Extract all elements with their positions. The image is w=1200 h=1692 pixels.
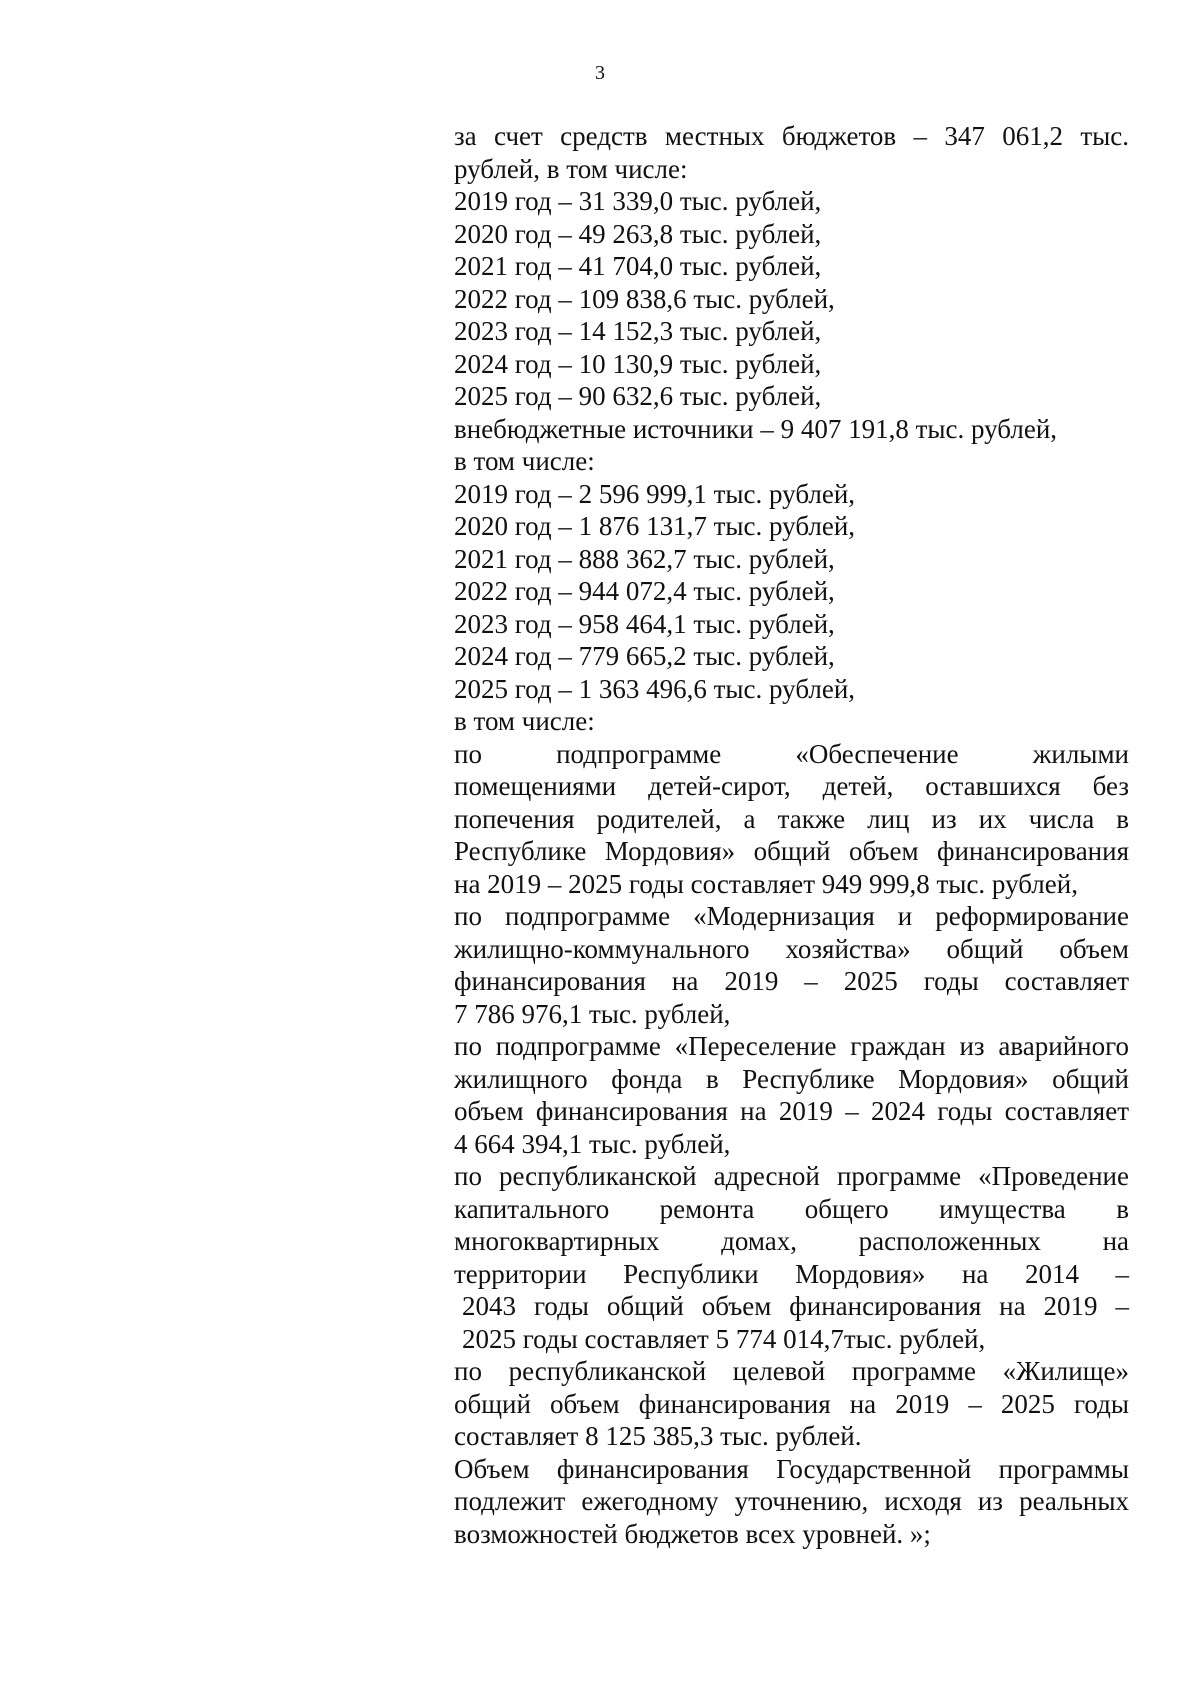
extra-budget-year: 2021 год – 888 362,7 тыс. рублей,: [454, 543, 835, 574]
extra-budget-year: 2022 год – 944 072,4 тыс. рублей,: [454, 576, 835, 606]
extra-budget-header-cont: в том числе:: [454, 446, 595, 476]
local-budget-year: 2024 год – 10 130,9 тыс. рублей,: [454, 348, 822, 379]
extra-budget-year: 2023 год – 958 464,1 тыс. рублей,: [454, 608, 835, 639]
financing-text: [454, 120, 1129, 1550]
including-label: в том числе:: [454, 706, 595, 736]
subprogram-housing-utilities-total: 7 786 976,1 тыс. рублей,: [454, 998, 731, 1029]
extra-budget-header: внебюджетные источники – 9 407 191,8 тыс. рублей,: [454, 413, 1058, 444]
program-zhilishche-line: общий объем финансирования на 2019 – 2025 годы: [454, 1388, 1129, 1419]
subprogram-orphans-line: по подпрограмме «Обеспечение жилыми: [454, 738, 1129, 769]
local-budgets-header: за счет средств местных бюджетов – 347 061,2 тыс.: [454, 121, 1129, 151]
page-number: 3: [595, 62, 605, 84]
program-capital-repair-line: территории Республики Мордовия» на 2014 –: [454, 1258, 1129, 1289]
subprogram-orphans-line: помещениями детей-сирот, детей, оставшихся без: [454, 771, 1129, 801]
subprogram-housing-utilities-line: жилищно-коммунального хозяйства» общий объем: [454, 933, 1129, 964]
local-budget-year: 2023 год – 14 152,3 тыс. рублей,: [454, 316, 822, 346]
extra-budget-year: 2025 год – 1 363 496,6 тыс. рублей,: [454, 673, 856, 704]
subprogram-orphans-line: Республике Мордовия» общий объем финансирования: [454, 836, 1129, 866]
program-capital-repair-line: капитального ремонта общего имущества в: [454, 1193, 1129, 1224]
subprogram-orphans-line: попечения родителей, а также лиц из их числа в: [454, 803, 1129, 834]
local-budgets-header-cont: рублей, в том числе:: [454, 153, 688, 184]
subprogram-orphans-total: на 2019 – 2025 годы составляет 949 999,8 тыс. рублей,: [454, 868, 1078, 899]
closing-line: подлежит ежегодному уточнению, исходя из реальных: [454, 1486, 1129, 1516]
local-budget-year: 2022 год – 109 838,6 тыс. рублей,: [454, 283, 835, 314]
subprogram-housing-utilities-line: финансирования на 2019 – 2025 годы составляет: [454, 966, 1129, 996]
extra-budget-year: 2019 год – 2 596 999,1 тыс. рублей,: [454, 478, 856, 509]
subprogram-resettlement-total: 4 664 394,1 тыс. рублей,: [454, 1128, 731, 1159]
extra-budget-year: 2020 год – 1 876 131,7 тыс. рублей,: [454, 511, 856, 541]
closing-last-line: возможностей бюджетов всех уровней. »;: [454, 1518, 931, 1549]
subprogram-resettlement-line: по подпрограмме «Переселение граждан из аварийного: [454, 1031, 1129, 1061]
local-budget-year: 2020 год – 49 263,8 тыс. рублей,: [454, 218, 822, 249]
local-budget-year: 2021 год – 41 704,0 тыс. рублей,: [454, 251, 822, 281]
program-capital-repair-line: по республиканской адресной программе «Проведение: [454, 1161, 1129, 1191]
subprogram-resettlement-line: жилищного фонда в Республике Мордовия» общий: [454, 1063, 1129, 1094]
program-zhilishche-line: по республиканской целевой программе «Жилище»: [454, 1356, 1129, 1386]
program-capital-repair-line: 2043 годы общий объем финансирования на 2019 –: [462, 1291, 1129, 1321]
closing-line: Объем финансирования Государственной программы: [454, 1453, 1129, 1484]
subprogram-housing-utilities-line: по подпрограмме «Модернизация и реформирование: [454, 901, 1129, 931]
program-zhilishche-total: составляет 8 125 385,3 тыс. рублей.: [454, 1421, 862, 1451]
local-budget-year: 2025 год – 90 632,6 тыс. рублей,: [454, 381, 822, 411]
subprogram-resettlement-line: объем финансирования на 2019 – 2024 годы составляет: [454, 1096, 1129, 1126]
extra-budget-year: 2024 год – 779 665,2 тыс. рублей,: [454, 641, 835, 671]
program-capital-repair-line: многоквартирных домах, расположенных на: [454, 1226, 1129, 1256]
local-budget-year: 2019 год – 31 339,0 тыс. рублей,: [454, 186, 822, 216]
program-capital-repair-total: 2025 годы составляет 5 774 014,7тыс. рублей,: [462, 1323, 986, 1354]
